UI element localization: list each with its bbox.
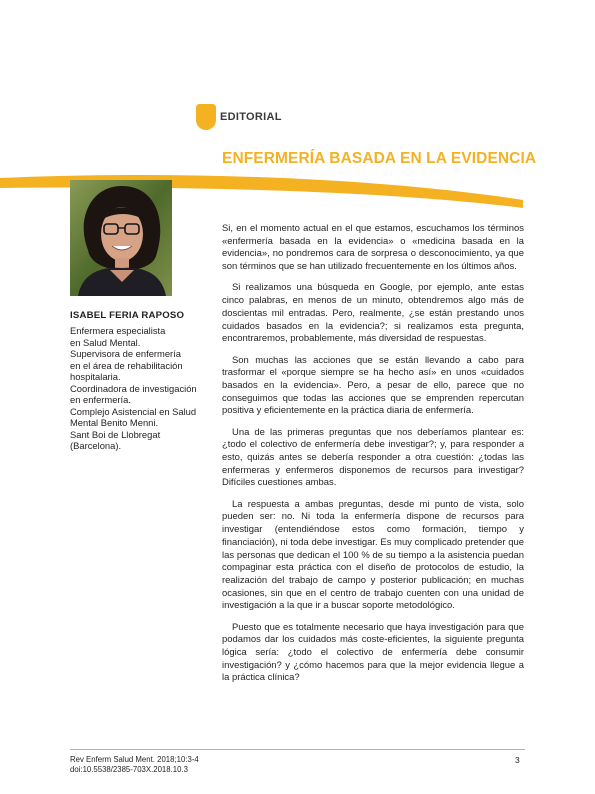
body-paragraph: Si, en el momento actual en el que estamos, escuchamos los términos «enfermería basada en la evidencia» o «medicina basada en la evidencia», no pondremos cara de sorpresa o desconocimiento, ya que son términos que se han utilizado frecuentemente en los últimos años. [222, 223, 524, 273]
body-paragraph: Puesto que es totalmente necesario que haya investigación para que podamos dar los cuidados más coste-eficientes, la siguiente pregunta lógica sería: ¿todo el colectivo de enfermería debe consumir investigación? y ¿cómo hacemos para que la mejor evidencia llegue a la práctica clínica? [222, 621, 524, 684]
body-paragraph: La respuesta a ambas preguntas, desde mi punto de vista, solo pueden ser: no. Ni toda la enfermería dispone de recursos para investigar (entendiéndose estos como formación, tiempo y financiación), ni toda debe investigar. Es muy complicado pretender que las personas que dedican el 100 % de su tiempo a la asistencia puedan compaginar esta práctica con el diseño de protocolos de estudio, la realización del trabajo de campo y posterior publicación; en muchas ocasiones, sin que en el centro de trabajo cuenten con una unidad de investigación a la que ir a buscar soporte metodológico. [222, 498, 524, 612]
section-tag-shape [196, 104, 216, 130]
affiliation-line: (Barcelona). [70, 440, 122, 451]
article-body [222, 223, 524, 694]
affiliation-line: hospitalaria. [70, 371, 121, 382]
affiliation-line: Supervisora de enfermería [70, 348, 181, 359]
footer-citation-block [70, 755, 199, 775]
page-number: 3 [515, 755, 520, 765]
body-paragraph: Una de las primeras preguntas que nos deberíamos plantear es: ¿todo el colectivo de enfermería debe investigar?; y, para responder a esto, quizás antes se debería responder a otra cuestión: ¿todas las enfermeras y enfermeros disponemos de recursos para investigar? Difíciles cuestiones ambas. [222, 426, 524, 489]
journal-citation: Rev Enferm Salud Ment. 2018;10:3-4 [70, 755, 199, 764]
affiliation-line: en el área de rehabilitación [70, 359, 183, 371]
doi: doi:10.5538/2385-703X.2018.10.3 [70, 765, 188, 774]
footer-rule [70, 749, 525, 750]
body-paragraph: Si realizamos una búsqueda en Google, por ejemplo, ante estas cinco palabras, en menos de un minuto, obtendremos algo más de doscientas mil entradas. Pero, realmente, ¿se están prestando unos cuidados basados en la evidencia?; si realizamos esta pregunta, encontraremos, probablemente, más diversidad de respuestas. [222, 282, 524, 345]
author-photo [70, 180, 172, 296]
author-affiliation [70, 325, 210, 452]
author-name: ISABEL FERIA RAPOSO [70, 310, 185, 321]
affiliation-line: Mental Benito Menni. [70, 417, 159, 428]
section-label: EDITORIAL [220, 111, 282, 123]
affiliation-line: Sant Boi de Llobregat [70, 428, 161, 440]
affiliation-line: Enfermera especialista [70, 325, 166, 336]
affiliation-line: en enfermería. [70, 394, 131, 405]
affiliation-line: en Salud Mental. [70, 336, 141, 348]
body-paragraph: Son muchas las acciones que se están llevando a cabo para trasformar el «porque siempre se ha hecho así» en unos «cuidados basados en la evidencia». Pero, a pesar de ello, parece que no conseguimos que todas las acciones que se emprenden repercutan positiva y eficientemente en la práctica diaria de enfermería. [222, 354, 524, 417]
section-tag [196, 104, 282, 130]
affiliation-line: Coordinadora de investigación [70, 382, 197, 394]
article-title: ENFERMERÍA BASADA EN LA EVIDENCIA [222, 150, 537, 167]
affiliation-line: Complejo Asistencial en Salud [70, 405, 197, 417]
author-block [70, 310, 210, 452]
